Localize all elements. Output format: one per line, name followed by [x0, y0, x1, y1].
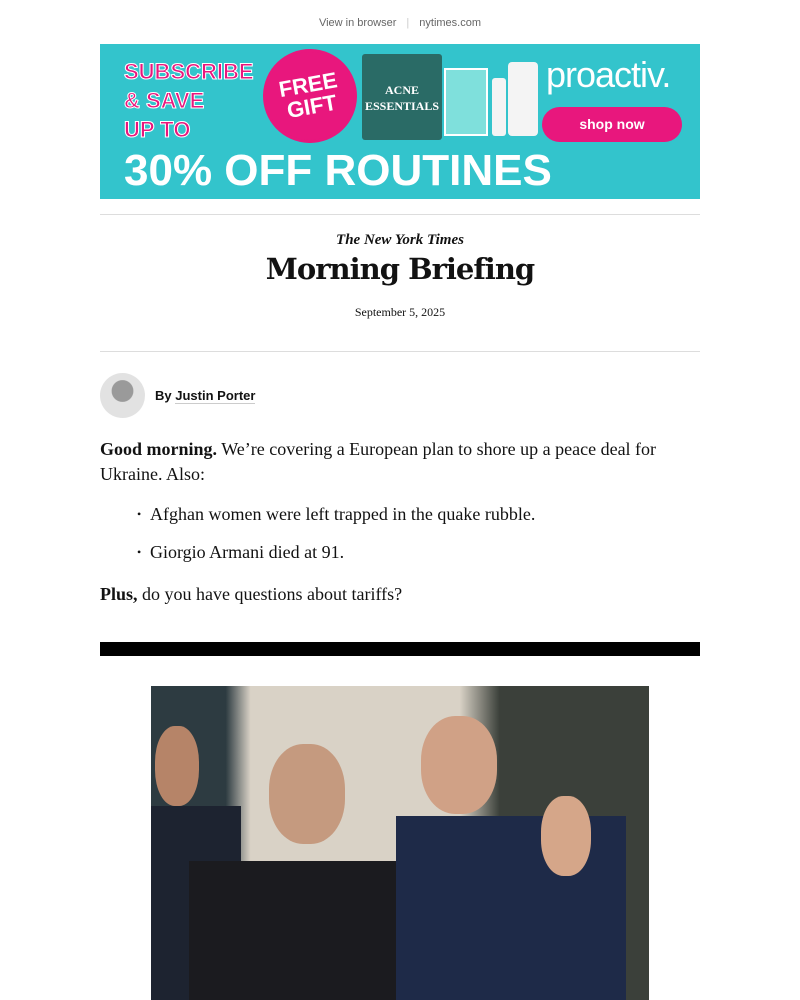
divider [100, 351, 700, 352]
list-item: • Giorgio Armani died at 91. [150, 542, 344, 563]
author-link[interactable]: Justin Porter [175, 388, 256, 403]
proactiv-logo: proactiv. [546, 54, 671, 95]
plus-lead: Plus, [100, 584, 138, 604]
shop-now-button[interactable]: shop now [542, 107, 682, 142]
zelensky-figure [189, 861, 419, 1000]
proactiv-ad-banner[interactable] [100, 44, 700, 199]
newsletter-date: September 5, 2025 [354, 305, 446, 319]
byline [155, 388, 255, 403]
article-photo[interactable] [151, 686, 649, 1000]
nyt-logo[interactable]: The New York Times [336, 232, 464, 248]
nytimes-link[interactable]: nytimes.com [419, 17, 482, 29]
waving-hand [541, 796, 591, 876]
acne-essentials-product: ACNE ESSENTIALS [362, 54, 442, 140]
intro-text: We’re covering a European plan to shore up a peace deal for Ukraine. Also: [100, 439, 657, 484]
ad-offer: 30% OFF ROUTINES [124, 146, 552, 195]
free-gift-badge: FREE GIFT [259, 45, 361, 147]
byline-prefix: By [155, 388, 172, 403]
author-avatar [100, 373, 145, 418]
divider [100, 214, 700, 215]
top-links [0, 17, 800, 29]
plus-text: do you have questions about tariffs? [137, 584, 403, 604]
section-divider-bar [100, 642, 700, 656]
macron-figure [396, 816, 626, 1000]
list-item: • Afghan women were left trapped in the quake rubble. [150, 504, 535, 525]
zelensky-head [269, 744, 345, 844]
product-image [508, 62, 538, 136]
ad-headline: SUBSCRIBE & SAVE UP TO [124, 59, 254, 142]
divider: | [406, 17, 410, 29]
plus-paragraph [100, 582, 700, 607]
intro-paragraph [100, 437, 700, 487]
intro-lead: Good morning. [100, 439, 218, 459]
macron-head [421, 716, 497, 814]
view-in-browser-link[interactable]: View in browser [318, 17, 397, 29]
newsletter-title: Morning Briefing [265, 252, 535, 286]
product-image [492, 78, 506, 136]
product-image [444, 68, 488, 136]
guard-head [155, 726, 199, 806]
